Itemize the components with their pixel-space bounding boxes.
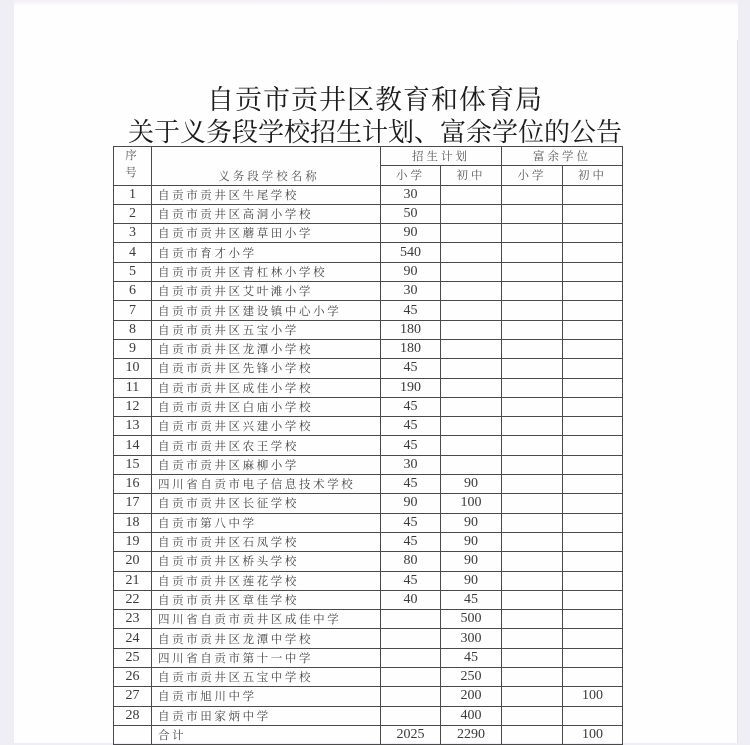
table-row — [114, 204, 623, 223]
row-school-name: 自贡市贡井区青杠林小学校 — [152, 262, 381, 281]
row-surplus-primary — [502, 629, 563, 648]
row-surplus-junior — [563, 590, 623, 609]
row-surplus-primary — [502, 320, 563, 339]
table-row — [114, 282, 623, 301]
row-school-name: 自贡市贡井区莲花学校 — [152, 571, 381, 590]
row-school-name: 自贡市贡井区五宝小学 — [152, 320, 381, 339]
table-row — [114, 339, 623, 358]
row-plan-junior: 90 — [441, 475, 502, 494]
row-seq: 5 — [114, 262, 152, 281]
row-plan-primary: 45 — [381, 513, 441, 532]
table-row — [114, 262, 623, 281]
enrollment-table — [113, 146, 623, 745]
table-row — [114, 648, 623, 667]
row-school-name: 自贡市贡井区牛尾学校 — [152, 185, 381, 204]
row-plan-junior — [441, 185, 502, 204]
row-surplus-junior — [563, 668, 623, 687]
row-school-name: 四川省自贡市第十一中学 — [152, 648, 381, 667]
row-seq: 4 — [114, 243, 152, 262]
total-surplus-junior: 100 — [563, 725, 623, 744]
row-surplus-primary — [502, 532, 563, 551]
total-row — [114, 725, 623, 744]
row-plan-primary — [381, 629, 441, 648]
row-surplus-primary — [502, 706, 563, 725]
row-seq: 12 — [114, 397, 152, 416]
row-plan-junior — [441, 397, 502, 416]
row-plan-primary: 30 — [381, 455, 441, 474]
row-seq: 13 — [114, 417, 152, 436]
row-plan-primary: 45 — [381, 417, 441, 436]
row-school-name: 自贡市贡井区农王学校 — [152, 436, 381, 455]
header-plan-junior: 初中 — [441, 166, 502, 185]
row-school-name: 自贡市旭川中学 — [152, 687, 381, 706]
row-surplus-junior — [563, 282, 623, 301]
row-surplus-primary — [502, 513, 563, 532]
row-plan-primary: 90 — [381, 224, 441, 243]
row-surplus-junior — [563, 185, 623, 204]
row-seq: 27 — [114, 687, 152, 706]
row-surplus-primary — [502, 668, 563, 687]
header-school-name: 义务段学校名称 — [152, 147, 381, 186]
row-plan-primary — [381, 610, 441, 629]
row-plan-primary: 80 — [381, 552, 441, 571]
row-surplus-junior — [563, 417, 623, 436]
row-plan-junior — [441, 243, 502, 262]
row-surplus-junior — [563, 243, 623, 262]
row-surplus-junior — [563, 552, 623, 571]
row-surplus-junior — [563, 436, 623, 455]
table-row — [114, 494, 623, 513]
table-row — [114, 610, 623, 629]
row-plan-junior: 45 — [441, 590, 502, 609]
header-seq-bottom: 号 — [125, 165, 140, 179]
row-surplus-primary — [502, 648, 563, 667]
row-plan-junior: 45 — [441, 648, 502, 667]
row-plan-junior — [441, 436, 502, 455]
row-surplus-primary — [502, 417, 563, 436]
row-seq: 11 — [114, 378, 152, 397]
header-surplus-junior: 初中 — [563, 166, 623, 185]
total-seq — [114, 725, 152, 744]
row-plan-junior: 400 — [441, 706, 502, 725]
row-school-name: 自贡市第八中学 — [152, 513, 381, 532]
row-surplus-junior — [563, 339, 623, 358]
table-row — [114, 475, 623, 494]
row-plan-primary: 45 — [381, 475, 441, 494]
row-seq: 3 — [114, 224, 152, 243]
table-row — [114, 243, 623, 262]
table-row — [114, 185, 623, 204]
table-row — [114, 532, 623, 551]
row-school-name: 自贡市贡井区成佳小学校 — [152, 378, 381, 397]
row-surplus-primary — [502, 243, 563, 262]
row-surplus-junior — [563, 262, 623, 281]
row-surplus-junior — [563, 571, 623, 590]
header-surplus-primary: 小学 — [502, 166, 563, 185]
row-plan-junior — [441, 417, 502, 436]
table-row — [114, 224, 623, 243]
row-plan-junior: 90 — [441, 552, 502, 571]
row-school-name: 四川省自贡市电子信息技术学校 — [152, 475, 381, 494]
row-plan-junior: 100 — [441, 494, 502, 513]
row-seq: 22 — [114, 590, 152, 609]
row-surplus-primary — [502, 204, 563, 223]
row-surplus-primary — [502, 610, 563, 629]
row-school-name: 自贡市贡井区龙潭小学校 — [152, 339, 381, 358]
row-plan-primary — [381, 706, 441, 725]
row-plan-primary: 180 — [381, 320, 441, 339]
table-row — [114, 590, 623, 609]
row-seq: 21 — [114, 571, 152, 590]
row-plan-junior — [441, 301, 502, 320]
document-title-line1: 自贡市贡井区教育和体育局 — [207, 85, 543, 116]
header-surplus-places: 富余学位 — [502, 147, 623, 166]
row-plan-primary: 45 — [381, 359, 441, 378]
row-surplus-primary — [502, 224, 563, 243]
row-plan-primary: 45 — [381, 436, 441, 455]
row-school-name: 自贡市贡井区石凤学校 — [152, 532, 381, 551]
total-plan-primary: 2025 — [381, 725, 441, 744]
row-surplus-junior — [563, 455, 623, 474]
row-plan-primary: 45 — [381, 397, 441, 416]
row-school-name: 自贡市田家炳中学 — [152, 706, 381, 725]
table-row — [114, 668, 623, 687]
row-school-name: 自贡市育才小学 — [152, 243, 381, 262]
row-surplus-junior — [563, 648, 623, 667]
row-surplus-primary — [502, 397, 563, 416]
table-row — [114, 706, 623, 725]
row-plan-primary: 30 — [381, 185, 441, 204]
row-plan-primary: 40 — [381, 590, 441, 609]
row-surplus-primary — [502, 590, 563, 609]
row-plan-junior — [441, 204, 502, 223]
row-plan-junior — [441, 262, 502, 281]
row-school-name: 自贡市贡井区长征学校 — [152, 494, 381, 513]
row-seq: 17 — [114, 494, 152, 513]
table-row — [114, 687, 623, 706]
row-school-name: 自贡市贡井区桥头学校 — [152, 552, 381, 571]
row-surplus-primary — [502, 185, 563, 204]
row-plan-primary: 45 — [381, 301, 441, 320]
row-plan-junior — [441, 359, 502, 378]
row-surplus-junior: 100 — [563, 687, 623, 706]
row-surplus-junior — [563, 610, 623, 629]
row-surplus-primary — [502, 494, 563, 513]
row-surplus-primary — [502, 571, 563, 590]
row-plan-junior: 200 — [441, 687, 502, 706]
row-surplus-primary — [502, 436, 563, 455]
row-school-name: 自贡市贡井区五宝中学校 — [152, 668, 381, 687]
row-school-name: 自贡市贡井区龙潭中学校 — [152, 629, 381, 648]
table-row — [114, 359, 623, 378]
row-plan-junior — [441, 320, 502, 339]
table-row — [114, 320, 623, 339]
row-plan-junior: 500 — [441, 610, 502, 629]
row-plan-junior — [441, 339, 502, 358]
table-row — [114, 513, 623, 532]
row-school-name: 自贡市贡井区先锋小学校 — [152, 359, 381, 378]
row-plan-primary: 90 — [381, 494, 441, 513]
row-school-name: 自贡市贡井区麻柳小学 — [152, 455, 381, 474]
row-plan-junior: 90 — [441, 532, 502, 551]
row-plan-junior: 90 — [441, 513, 502, 532]
row-seq: 2 — [114, 204, 152, 223]
row-seq: 18 — [114, 513, 152, 532]
row-surplus-junior — [563, 359, 623, 378]
document-title-line2: 关于义务段学校招生计划、富余学位的公告 — [127, 118, 622, 148]
row-surplus-junior — [563, 397, 623, 416]
row-seq: 26 — [114, 668, 152, 687]
table-row — [114, 571, 623, 590]
row-seq: 28 — [114, 706, 152, 725]
row-plan-primary: 45 — [381, 571, 441, 590]
row-plan-primary: 190 — [381, 378, 441, 397]
row-surplus-primary — [502, 339, 563, 358]
row-seq: 24 — [114, 629, 152, 648]
row-plan-junior: 90 — [441, 571, 502, 590]
row-school-name: 自贡市贡井区蘑草田小学 — [152, 224, 381, 243]
row-plan-junior — [441, 378, 502, 397]
page-top-edge — [14, 0, 738, 6]
row-plan-primary — [381, 668, 441, 687]
row-seq: 9 — [114, 339, 152, 358]
row-plan-junior — [441, 455, 502, 474]
row-surplus-junior — [563, 629, 623, 648]
row-surplus-primary — [502, 687, 563, 706]
table-row — [114, 397, 623, 416]
row-surplus-junior — [563, 494, 623, 513]
header-enrollment-plan: 招生计划 — [381, 147, 502, 166]
row-seq: 15 — [114, 455, 152, 474]
header-row-1 — [114, 147, 623, 166]
row-plan-junior — [441, 224, 502, 243]
row-school-name: 自贡市贡井区章佳学校 — [152, 590, 381, 609]
row-surplus-primary — [502, 475, 563, 494]
row-school-name: 自贡市贡井区建设镇中心小学 — [152, 301, 381, 320]
row-seq: 8 — [114, 320, 152, 339]
row-seq: 16 — [114, 475, 152, 494]
table-row — [114, 378, 623, 397]
row-surplus-junior — [563, 320, 623, 339]
row-seq: 25 — [114, 648, 152, 667]
row-plan-primary: 30 — [381, 282, 441, 301]
total-label: 合计 — [152, 725, 381, 744]
row-surplus-junior — [563, 224, 623, 243]
table-row — [114, 455, 623, 474]
row-school-name: 自贡市贡井区高洞小学校 — [152, 204, 381, 223]
total-plan-junior: 2290 — [441, 725, 502, 744]
row-seq: 7 — [114, 301, 152, 320]
total-surplus-primary — [502, 725, 563, 744]
table-row — [114, 552, 623, 571]
row-plan-junior: 250 — [441, 668, 502, 687]
row-seq: 20 — [114, 552, 152, 571]
row-surplus-junior — [563, 204, 623, 223]
row-surplus-primary — [502, 262, 563, 281]
row-school-name: 自贡市贡井区艾叶滩小学 — [152, 282, 381, 301]
row-surplus-primary — [502, 378, 563, 397]
row-school-name: 自贡市贡井区兴建小学校 — [152, 417, 381, 436]
table-row — [114, 417, 623, 436]
row-plan-junior: 300 — [441, 629, 502, 648]
row-seq: 14 — [114, 436, 152, 455]
row-surplus-junior — [563, 378, 623, 397]
table-row — [114, 629, 623, 648]
header-seq — [114, 147, 152, 186]
row-plan-primary: 50 — [381, 204, 441, 223]
row-plan-primary: 540 — [381, 243, 441, 262]
row-plan-primary: 45 — [381, 532, 441, 551]
row-seq: 19 — [114, 532, 152, 551]
row-plan-junior — [441, 282, 502, 301]
row-surplus-primary — [502, 552, 563, 571]
row-surplus-junior — [563, 301, 623, 320]
row-plan-primary — [381, 687, 441, 706]
table-row — [114, 301, 623, 320]
row-school-name: 自贡市贡井区白庙小学校 — [152, 397, 381, 416]
row-surplus-primary — [502, 282, 563, 301]
row-school-name: 四川省自贡市贡井区成佳中学 — [152, 610, 381, 629]
row-surplus-primary — [502, 359, 563, 378]
row-surplus-junior — [563, 706, 623, 725]
row-plan-primary — [381, 648, 441, 667]
row-seq: 23 — [114, 610, 152, 629]
table-row — [114, 436, 623, 455]
row-plan-primary: 90 — [381, 262, 441, 281]
row-seq: 6 — [114, 282, 152, 301]
row-plan-primary: 180 — [381, 339, 441, 358]
row-surplus-junior — [563, 475, 623, 494]
row-seq: 10 — [114, 359, 152, 378]
row-surplus-primary — [502, 455, 563, 474]
row-surplus-junior — [563, 532, 623, 551]
header-plan-primary: 小学 — [381, 166, 441, 185]
row-surplus-primary — [502, 301, 563, 320]
row-surplus-junior — [563, 513, 623, 532]
header-seq-top: 序 — [125, 148, 140, 162]
row-seq: 1 — [114, 185, 152, 204]
